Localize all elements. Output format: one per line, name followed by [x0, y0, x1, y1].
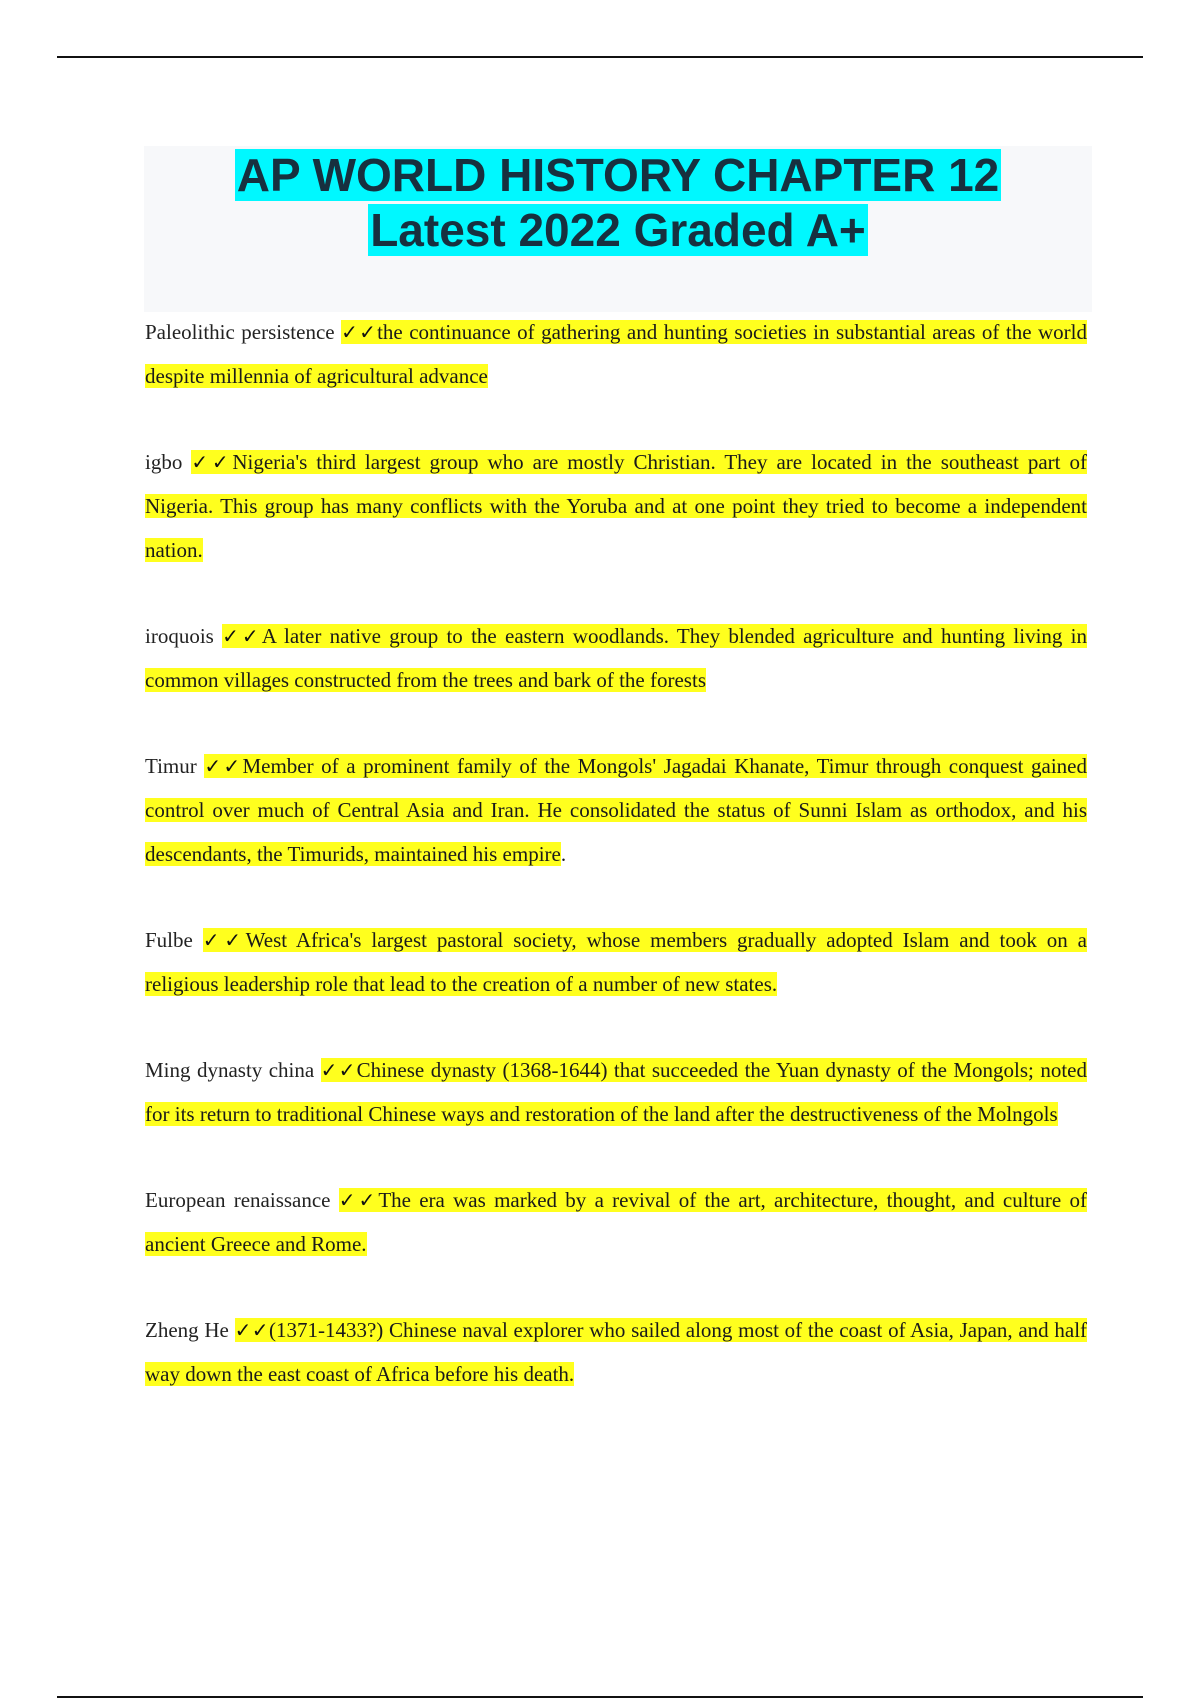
entry-definition [145, 754, 1087, 866]
entry-definition [145, 450, 1087, 562]
entry-term: Ming dynasty china [145, 1058, 315, 1082]
glossary-entry-ming-dynasty [145, 1048, 1087, 1136]
entry-term: Fulbe [145, 928, 193, 952]
document-title [144, 148, 1092, 258]
title-line-2: Latest 2022 Graded A+ [370, 204, 866, 256]
entry-definition [145, 1318, 1087, 1386]
entry-definition-text: West Africa's largest pastoral society, whose members gradually adopted Islam and took on a religious leadership role that lead to the creation of a number of new states. [145, 928, 1087, 996]
entry-definition-text: The era was marked by a revival of the art, architecture, thought, and culture of ancient Greece and Rome. [145, 1188, 1087, 1256]
glossary-entry-fulbe [145, 918, 1087, 1006]
entry-definition [145, 624, 1087, 692]
double-check-icon: ✓✓ [234, 1318, 269, 1342]
entry-trailing-punctuation: . [560, 842, 567, 866]
entry-term: Zheng He [145, 1318, 229, 1342]
entry-term: igbo [145, 450, 183, 474]
entry-term: Timur [145, 754, 197, 778]
entry-definition-text: the continuance of gathering and hunting societies in substantial areas of the world despite millennia of agricultural advance [145, 320, 1087, 388]
entry-term: iroquois [145, 624, 214, 648]
double-check-icon: ✓✓ [204, 754, 243, 778]
entry-definition-text: (1371-1433?) Chinese naval explorer who sailed along most of the coast of Asia, Japan, and half way down the east coast of Africa before his death. [145, 1318, 1088, 1386]
glossary-entry-iroquois [145, 614, 1087, 702]
double-check-icon: ✓✓ [341, 320, 378, 344]
glossary-entry-european-renaissance [145, 1178, 1087, 1266]
double-check-icon: ✓✓ [320, 1058, 357, 1082]
entry-definition-text: A later native group to the eastern woodlands. They blended agriculture and hunting living in common villages constructed from the trees and bark of the forests [145, 624, 1088, 692]
glossary-entry-zheng-he [145, 1308, 1087, 1396]
bottom-rule [57, 1696, 1143, 1698]
double-check-icon: ✓✓ [222, 624, 262, 648]
entry-definition-text: Member of a prominent family of the Mongols' Jagadai Khanate, Timur through conquest gained control over much of Central Asia and Iran. He consolidated the status of Sunni Islam as orthodox, and his descendants, the Timurids, maintained his empire [145, 754, 1087, 866]
entry-definition-text: Chinese dynasty (1368-1644) that succeeded the Yuan dynasty of the Mongols; noted for its return to traditional Chinese ways and restoration of the land after the destructiveness of the Molngols [145, 1058, 1087, 1126]
entry-term: European renaissance [145, 1188, 331, 1212]
glossary-entry-timur [145, 744, 1087, 876]
title-line-1: AP WORLD HISTORY CHAPTER 12 [236, 149, 1000, 201]
glossary-entry-igbo [145, 440, 1087, 572]
glossary-entries [145, 310, 1087, 1438]
double-check-icon: ✓✓ [338, 1188, 379, 1212]
glossary-entry-paleolithic-persistence [145, 310, 1087, 398]
double-check-icon: ✓✓ [202, 928, 246, 952]
entry-definition [145, 928, 1087, 996]
entry-definition-text: Nigeria's third largest group who are mostly Christian. They are located in the southeast part of Nigeria. This group has many conflicts with the Yoruba and at one point they tried to become a independent nation. [145, 450, 1088, 562]
entry-term: Paleolithic persistence [145, 320, 335, 344]
double-check-icon: ✓✓ [191, 450, 233, 474]
top-rule [57, 56, 1143, 58]
